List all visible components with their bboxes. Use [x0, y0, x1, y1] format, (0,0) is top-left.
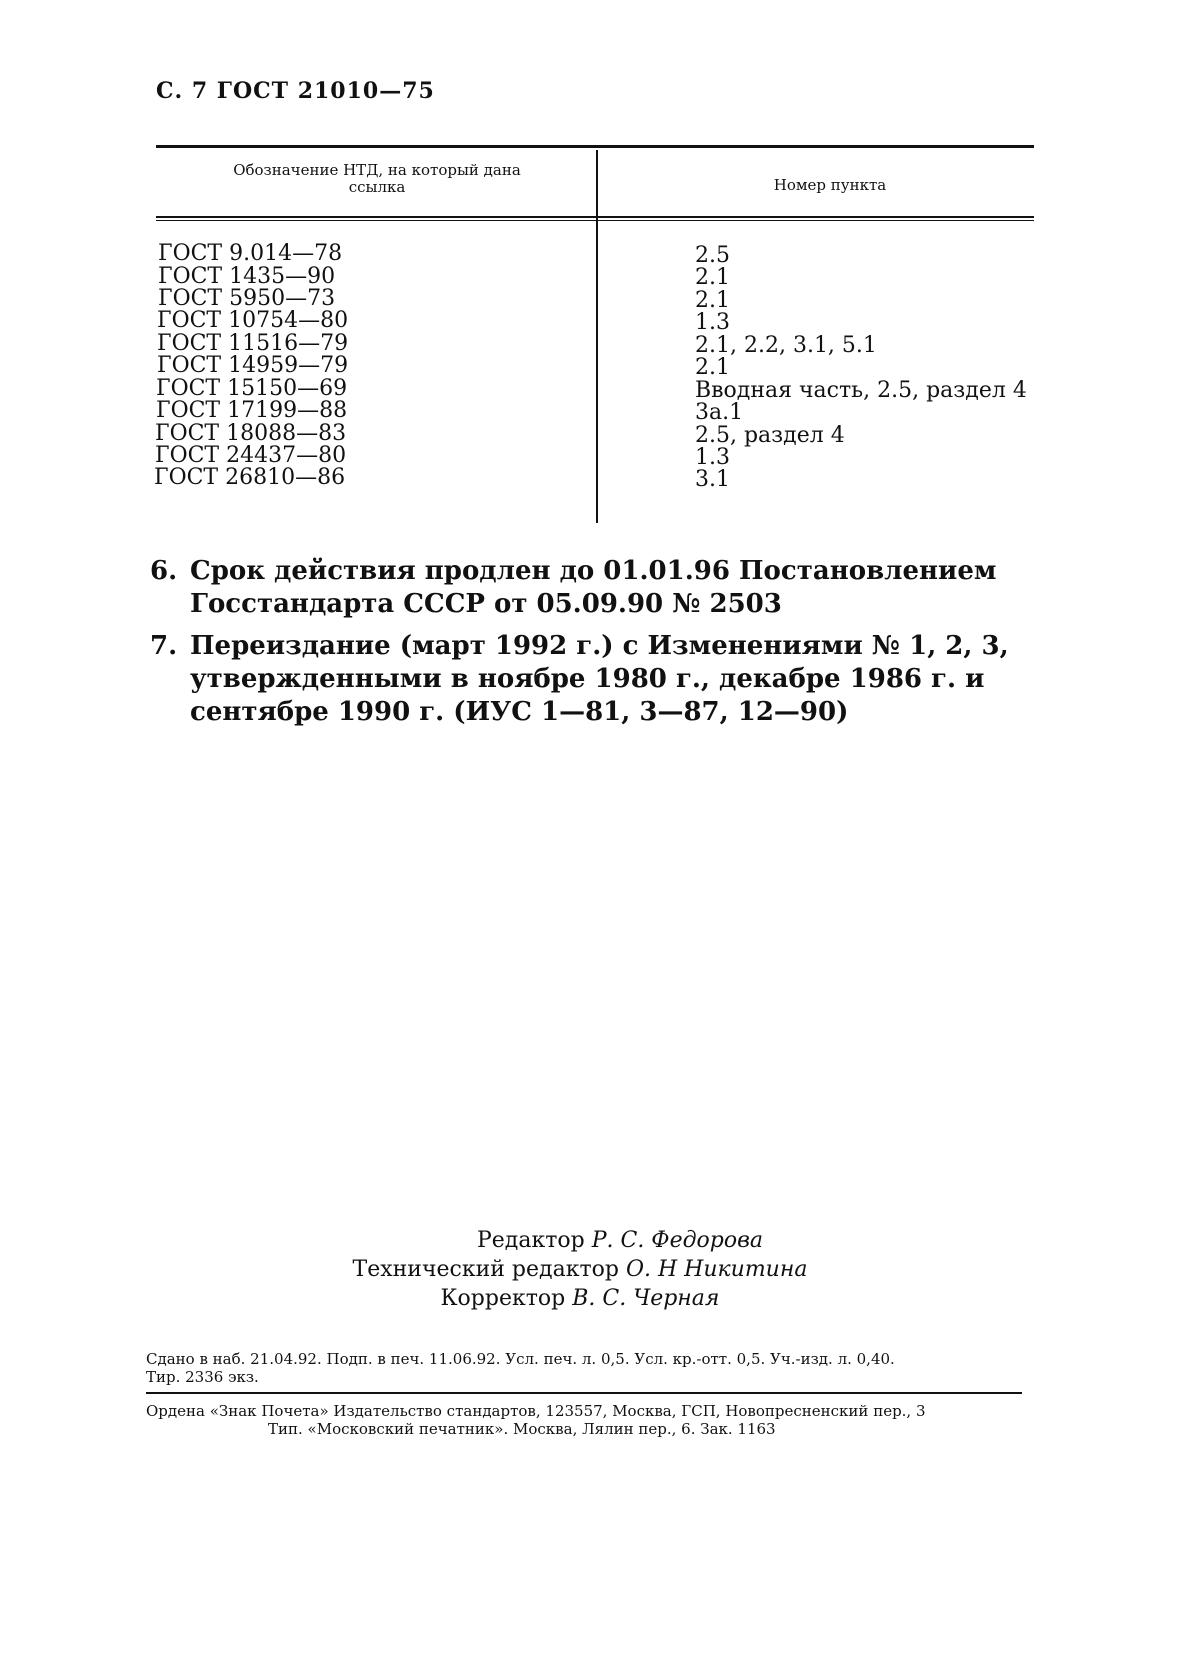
- table-cell-designation: ГОСТ 1435—90: [158, 264, 336, 289]
- table-cell-designation: ГОСТ 26810—86: [154, 465, 346, 490]
- table-cell-clause: Вводная часть, 2.5, раздел 4: [695, 378, 1027, 403]
- table-header-designation: Обозначение НТД, на который дана ссылка: [233, 161, 521, 196]
- table-cell-clause: 3а.1: [695, 400, 744, 425]
- item-number: 6.: [150, 556, 178, 586]
- item-text: Переиздание (март 1992 г.) с Изменениями № 1, 2, 3, утвержденными в ноябре 1980 г., декабре 1986 г. и сентябре 1990 г. (ИУС 1—81, 3—87, 12—90): [190, 631, 1009, 727]
- table-cell-designation: ГОСТ 9.014—78: [158, 241, 343, 266]
- imprint-rule: [146, 1392, 1022, 1394]
- table-cell-designation: ГОСТ 24437—80: [155, 443, 347, 468]
- imprint-line: Тип. «Московский печатник». Москва, Лялин пер., 6. Зак. 1163: [268, 1420, 776, 1438]
- credit-role: Технический редактор: [352, 1257, 619, 1282]
- table-cell-designation: ГОСТ 14959—79: [157, 353, 349, 378]
- credit-technical-editor: [320, 1257, 840, 1282]
- table-top-rule: [156, 145, 1034, 148]
- imprint-line: Тир. 2336 экз.: [146, 1368, 259, 1386]
- item-number: 7.: [150, 631, 178, 661]
- credit-name: О. Н Никитина: [625, 1257, 808, 1282]
- credit-role: Редактор: [476, 1228, 585, 1253]
- table-cell-designation: ГОСТ 17199—88: [156, 398, 348, 423]
- table-cell-clause: 2.1: [695, 355, 730, 380]
- table-cell-designation: ГОСТ 18088—83: [155, 421, 347, 446]
- imprint-line: Ордена «Знак Почета» Издательство стандартов, 123557, Москва, ГСП, Новопресненский пер., 3: [146, 1402, 926, 1420]
- table-cell-clause: 2.1, 2.2, 3.1, 5.1: [695, 333, 877, 358]
- table-header-clause: Номер пункта: [773, 176, 887, 194]
- credit-name: Р. С. Федорова: [591, 1228, 764, 1253]
- item-text: Срок действия продлен до 01.01.96 Постановлением Госстандарта СССР от 05.09.90 № 2503: [190, 556, 997, 619]
- credit-editor: [360, 1228, 880, 1253]
- credit-proofreader: [320, 1286, 840, 1311]
- table-cell-clause: 1.3: [695, 445, 730, 470]
- table-cell-clause: 2.5, раздел 4: [695, 423, 845, 448]
- table-header-rule-second: [156, 220, 1034, 221]
- credit-name: В. С. Черная: [572, 1286, 720, 1311]
- table-header-rule: [156, 216, 1034, 218]
- table-cell-clause: 2.5: [695, 243, 730, 268]
- table-cell-clause: 3.1: [695, 467, 730, 492]
- table-cell-designation: ГОСТ 10754—80: [157, 308, 349, 333]
- imprint-line: Сдано в наб. 21.04.92. Подп. в печ. 11.06.92. Усл. печ. л. 0,5. Усл. кр.-отт. 0,5. Уч.-изд. л. 0,40.: [146, 1350, 895, 1368]
- credit-role: Корректор: [440, 1286, 566, 1311]
- table-cell-designation: ГОСТ 15150—69: [156, 376, 348, 401]
- table-cell-clause: 2.1: [695, 288, 730, 313]
- page-header: С. 7 ГОСТ 21010—75: [156, 78, 435, 104]
- table-cell-designation: ГОСТ 11516—79: [157, 331, 349, 356]
- table-cell-designation: ГОСТ 5950—73: [158, 286, 336, 311]
- table-cell-clause: 1.3: [695, 310, 730, 335]
- table-column-divider: [596, 150, 598, 523]
- table-cell-clause: 2.1: [695, 265, 730, 290]
